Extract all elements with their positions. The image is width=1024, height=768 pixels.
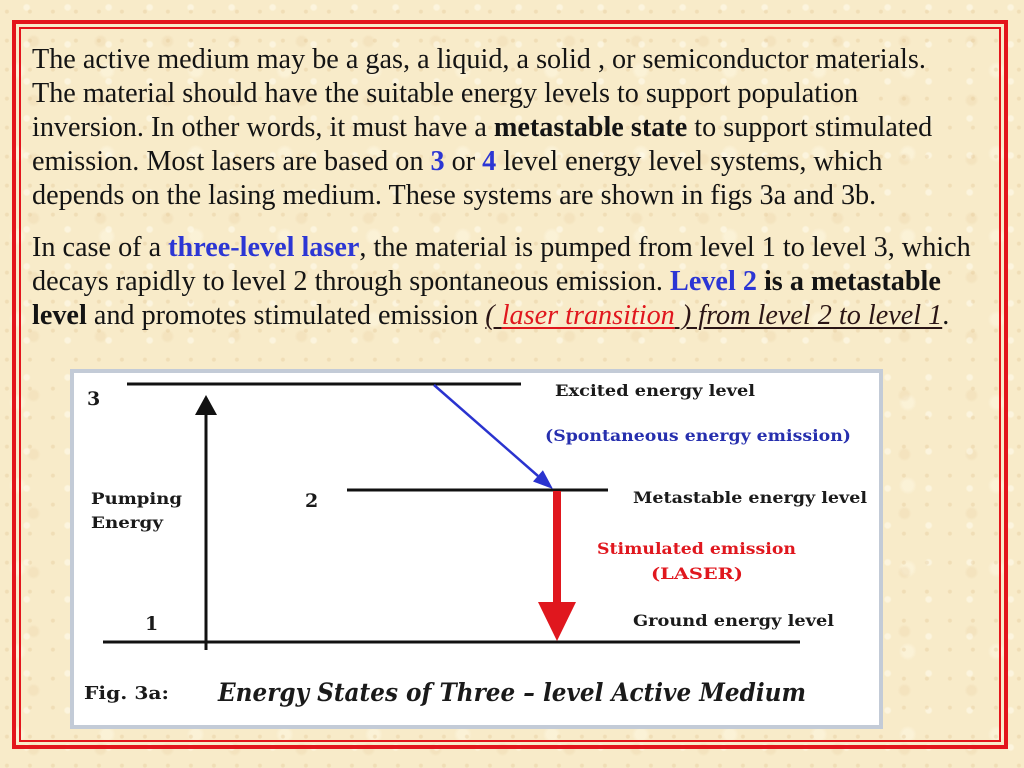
- three-level-number: 3: [430, 146, 445, 177]
- intro-line-4: [32, 145, 932, 179]
- metastable-level-label: Metastable energy level: [633, 488, 867, 507]
- ground-level-label: Ground energy level: [633, 611, 834, 630]
- intro-text: depends on the lasing medium. These systems are shown in figs 3a and 3b.: [32, 180, 877, 211]
- laser-arrow-shaft: [553, 491, 561, 605]
- figure-caption-title: Energy States of Three – level Active Medium: [217, 678, 806, 707]
- level-1-number: 1: [145, 613, 159, 635]
- metastable-emphasis: is a metastable: [756, 266, 941, 297]
- period: .: [942, 300, 950, 331]
- intro-line-3: [32, 111, 932, 145]
- intro-line-2: [32, 77, 932, 111]
- intro-text: emission. Most lasers are based on: [32, 146, 431, 177]
- metastable-emphasis: level: [32, 300, 87, 331]
- three-level-line-2: [32, 265, 971, 299]
- intro-text: The material should have the suitable energy levels to support population: [32, 78, 859, 109]
- transition-levels-text: ) from level 2 to level 1: [674, 300, 943, 331]
- level-3-number: 3: [87, 388, 101, 410]
- intro-line-5: [32, 179, 932, 213]
- intro-text: The active medium may be a gas, a liquid, a solid , or semiconductor materials.: [32, 44, 926, 75]
- stimulated-emission-label: Stimulated emission: [597, 539, 797, 558]
- open-paren: (: [485, 300, 502, 331]
- three-level-line-1: [32, 231, 971, 265]
- level-2-term: Level 2: [670, 266, 757, 297]
- level-2-number: 2: [305, 490, 319, 512]
- pumping-energy-label-line2: Energy: [91, 513, 164, 532]
- three-level-line-3: [32, 299, 971, 333]
- metastable-state-term: metastable state: [493, 112, 688, 143]
- laser-transition-term: laser transition: [501, 300, 675, 331]
- spontaneous-emission-label: (Spontaneous energy emission): [545, 426, 851, 445]
- laser-label: (LASER): [651, 564, 743, 583]
- body-text: In case of a: [32, 232, 169, 263]
- intro-text: to support stimulated: [687, 112, 933, 143]
- intro-text: or: [444, 146, 483, 177]
- body-text: decays rapidly to level 2 through spontaneous emission.: [32, 266, 671, 297]
- intro-paragraph: [32, 43, 932, 213]
- pumping-energy-label-line1: Pumping: [91, 489, 182, 508]
- four-level-number: 4: [482, 146, 497, 177]
- intro-text: inversion. In other words, it must have a: [32, 112, 494, 143]
- body-text: , the material is pumped from level 1 to level 3, which: [359, 232, 971, 263]
- three-level-paragraph: [32, 231, 971, 333]
- intro-text: level energy level systems, which: [496, 146, 883, 177]
- energy-level-diagram: [70, 369, 883, 729]
- body-text: and promotes stimulated emission: [86, 300, 486, 331]
- three-level-laser-term: three-level laser: [168, 232, 360, 263]
- figure-caption-prefix: Fig. 3a:: [84, 683, 169, 704]
- intro-line-1: [32, 43, 932, 77]
- excited-level-label: Excited energy level: [555, 381, 755, 400]
